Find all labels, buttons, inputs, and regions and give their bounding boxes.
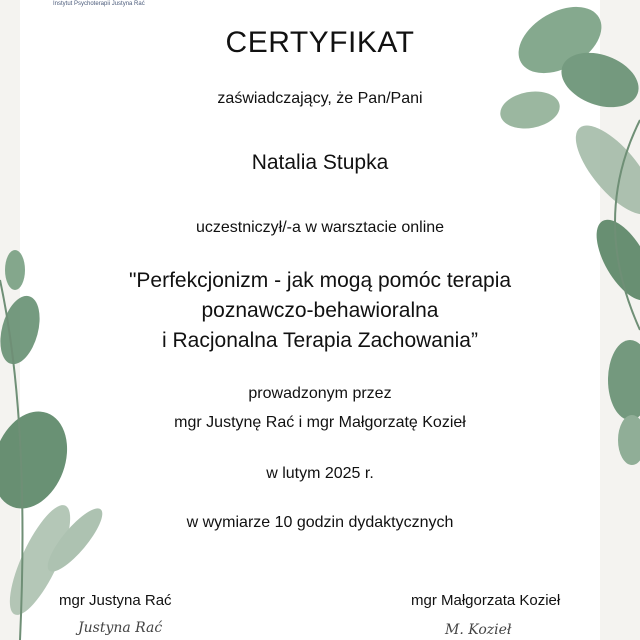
signatory-2-label: mgr Małgorzata Kozieł bbox=[411, 592, 561, 609]
led-by-label: prowadzonym przez bbox=[248, 385, 392, 402]
signatory-1-label: mgr Justyna Rać bbox=[59, 592, 172, 609]
participation-text: uczestniczył/-a w warsztacie online bbox=[195, 219, 445, 236]
intro-text: zaświadczający, że Pan/Pani bbox=[217, 90, 423, 107]
hours-text: w wymiarze 10 godzin dydaktycznych bbox=[186, 514, 454, 531]
workshop-title-line-3: i Racjonalna Terapia Zachowania” bbox=[162, 329, 478, 352]
signatory-2-signature: M. Kozieł bbox=[445, 622, 512, 638]
workshop-title-line-2: poznawczo-behawioralna bbox=[201, 299, 439, 322]
institute-name: Instytut Psychoterapii Justyna Rać bbox=[53, 1, 145, 7]
signatory-1-signature: Justyna Rać bbox=[78, 620, 163, 636]
date-text: w lutym 2025 r. bbox=[266, 465, 374, 482]
workshop-title-line-1: "Perfekcjonizm - jak mogą pomóc terapia bbox=[128, 269, 512, 292]
recipient-name: Natalia Stupka bbox=[251, 151, 389, 174]
certificate-title: CERTYFIKAT bbox=[225, 26, 415, 59]
leaders-text: mgr Justynę Rać i mgr Małgorzatę Kozieł bbox=[174, 414, 466, 431]
